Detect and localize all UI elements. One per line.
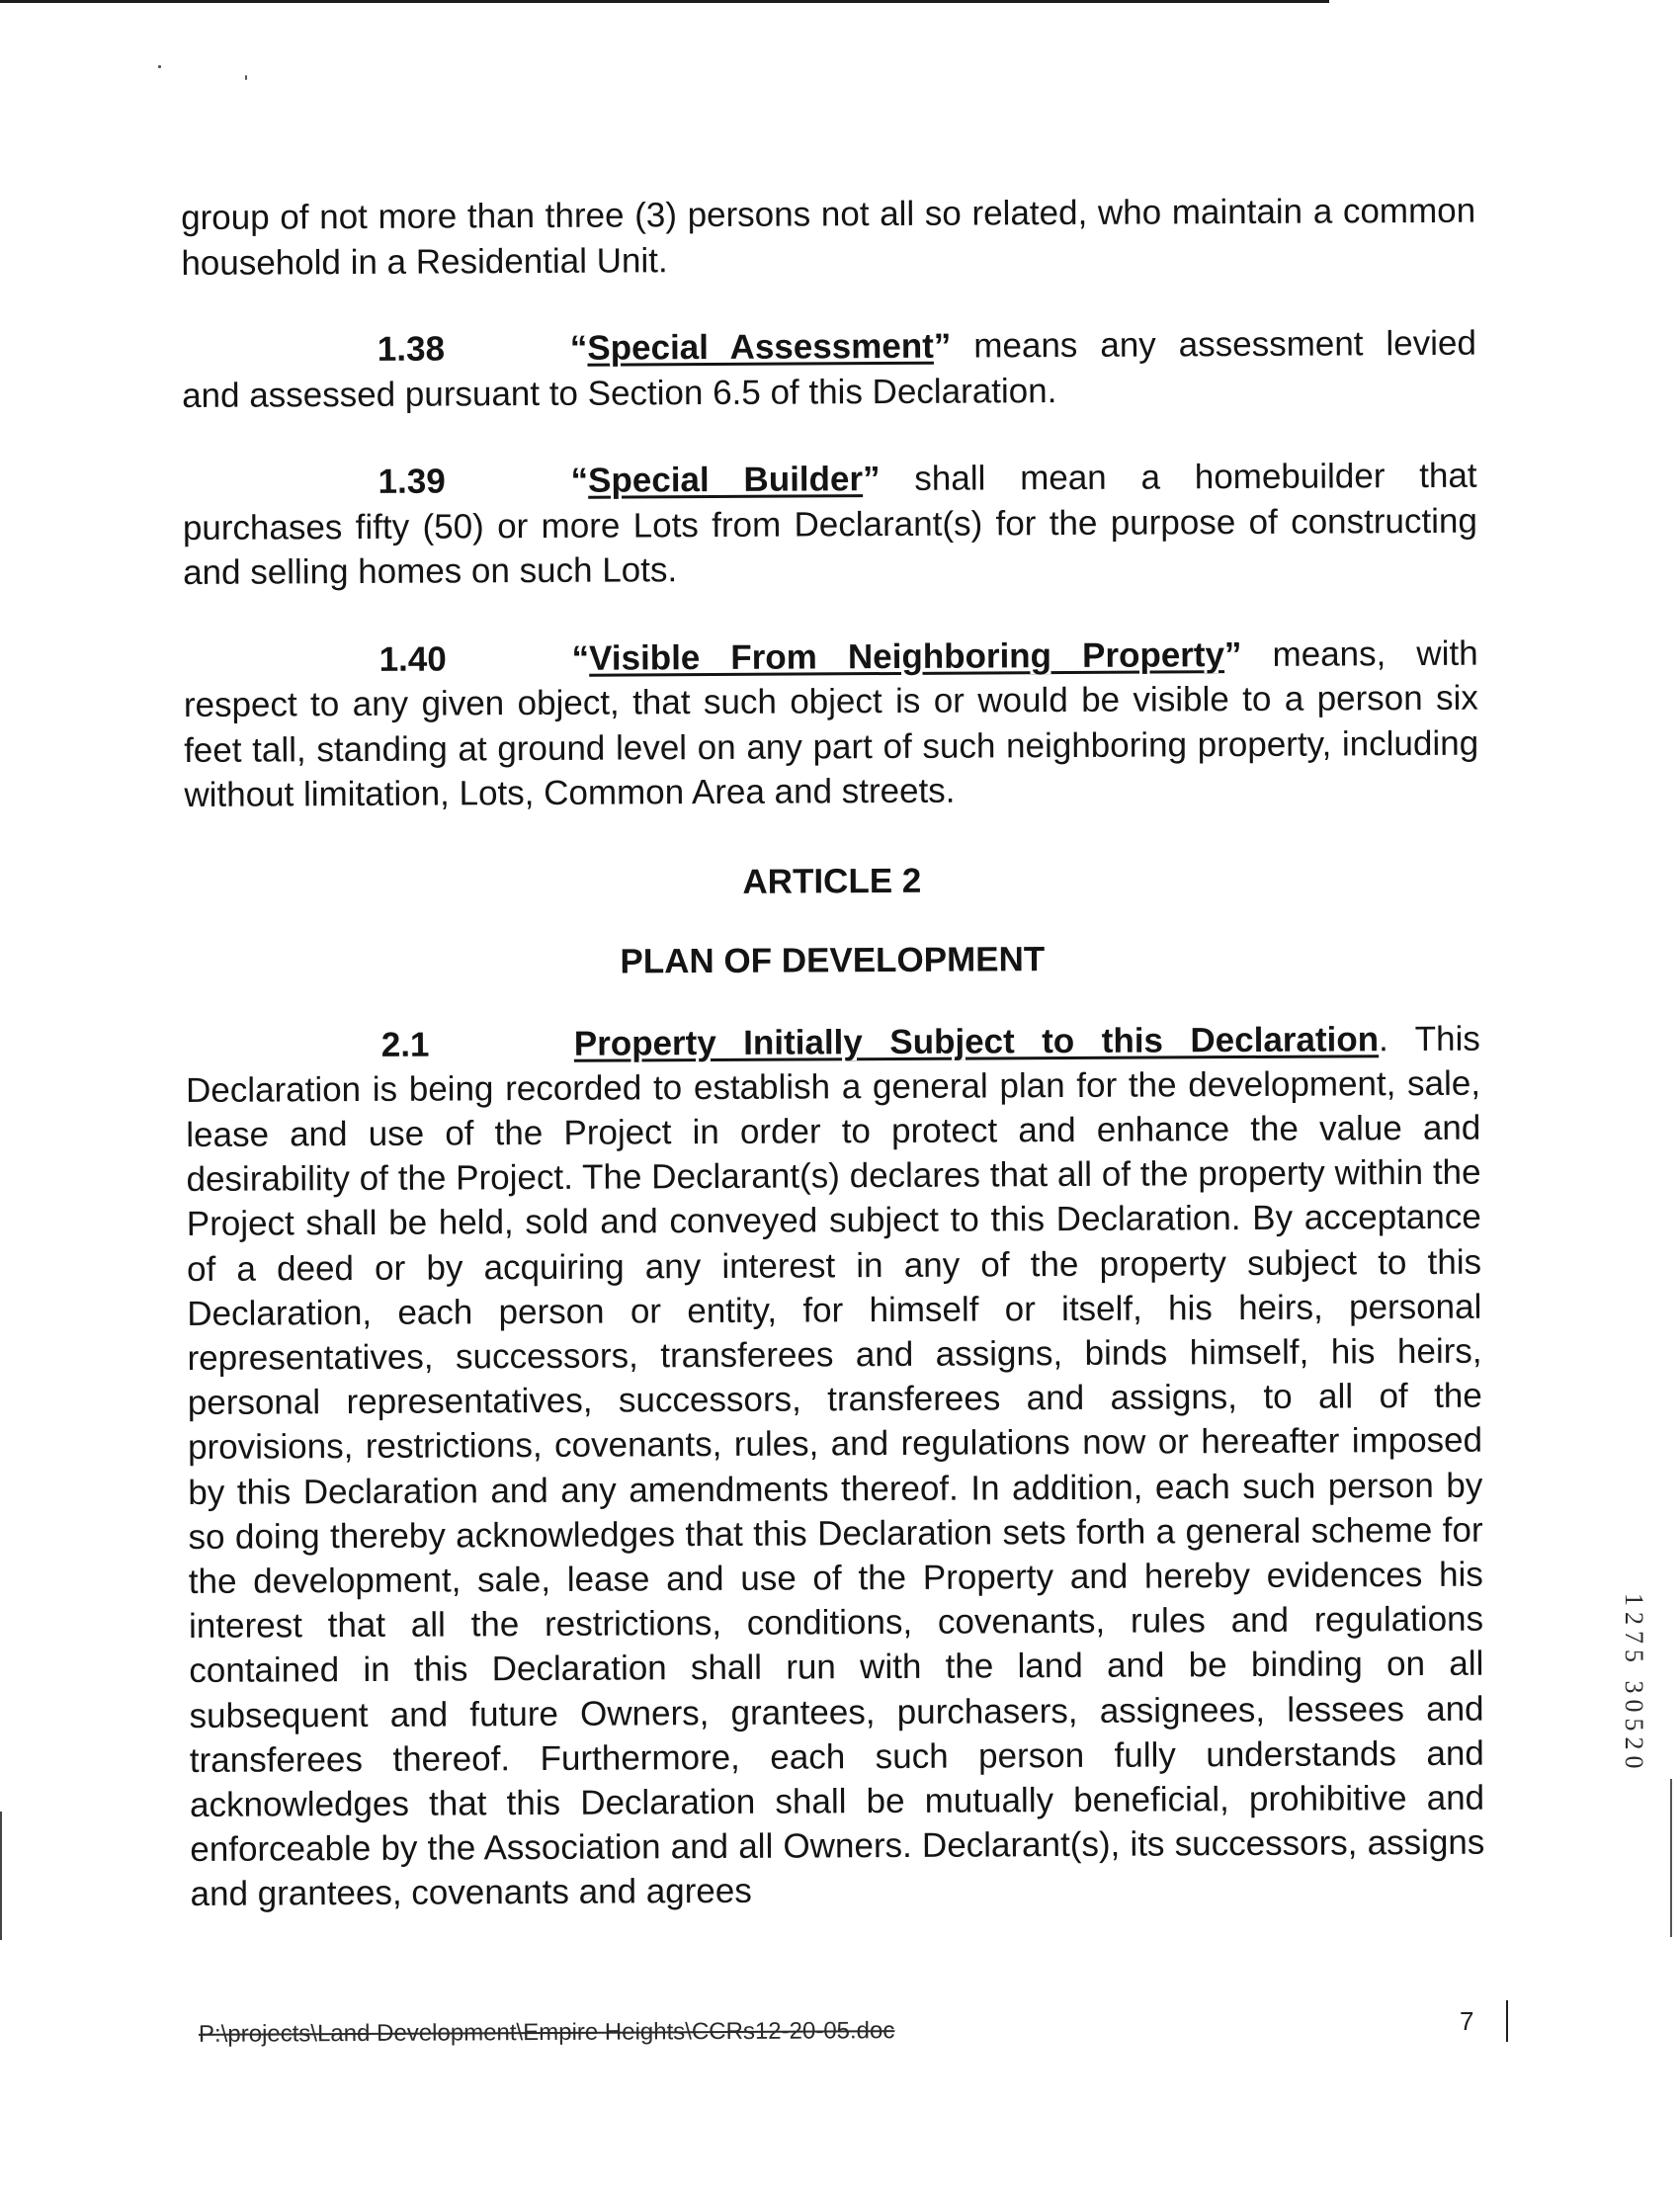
scan-speck	[158, 65, 161, 68]
section-title	[574, 1020, 1380, 1063]
section-body: shall mean a homebuilder that purchases fifty (50) or more Lots from Declarant(s) for the purpose of constructing and selling homes on such Lots.	[182, 456, 1477, 592]
section-body: . This Declaration is being recorded to establish a general plan for the development, sale, lease and use of the Project in order to protect and enhance the value and desirability of the Project. The Declarant(s) declares that all of the property within the Project shall be held, sold and conveyed subject to this Declaration. By acceptance of a deed or by acquiring any interest in any of the property subject to this Declaration, each person or entity, for himself or itself, his heirs, personal representatives, successors, transferees and assigns, binds himself, his heirs, personal representatives, successors, transferees and assigns, to all of the provisions, restrictions, covenants, rules, and regulations now or hereafter imposed by this Declaration and any amendments thereof. In addition, each such person by so doing thereby acknowledges that this Declaration sets forth a general scheme for the development, sale, lease and use of the Property and hereby evidences his interest that all the restrictions, conditions, covenants, rules and regulations contained in this Declaration shall run with the land and be binding on all subsequent and future Owners, grantees, purchasers, assignees, lessees and transferees thereof. Furthermore, each such person fully understands and acknowledges that this Declaration shall be mutually beneficial, prohibitive and enforceable by the Association and all Owners. Declarant(s), its successors, assigns and grantees, covenants and agrees	[185, 1019, 1485, 1914]
page-number: 7	[1460, 2006, 1474, 2036]
section-number: 1.40	[378, 639, 447, 679]
scan-speck	[245, 75, 247, 80]
section-body: means any assessment levied and assessed pursuant to Section 6.5 of this Declaration.	[182, 323, 1476, 415]
section-2-1	[186, 1016, 1485, 1916]
scan-edge-mark	[0, 1812, 2, 1940]
page-number-rule	[1506, 2000, 1508, 2042]
defined-term: “Visible From Neighboring Property”	[571, 634, 1242, 678]
defined-term-text: Special Builder	[588, 460, 864, 500]
article-heading: ARTICLE 2	[742, 861, 922, 901]
section-1-39	[182, 454, 1477, 596]
defined-term-text: Visible From Neighboring Property	[589, 634, 1225, 678]
document-body	[181, 189, 1485, 1917]
recording-stamp: 1275 30520	[1620, 1593, 1648, 1775]
defined-term: “Special Assessment”	[569, 326, 952, 368]
scan-edge-mark	[1670, 1779, 1672, 1937]
section-body: means, with respect to any given object, that such object is or would be visible to a person six feet tall, standing at ground level on any part of such neighboring property, including without limitation, Lots, Common Area and streets.	[183, 633, 1479, 814]
scan-top-rule	[0, 0, 1329, 3]
defined-term-text: Special Assessment	[587, 326, 934, 368]
section-number: 2.1	[380, 1025, 430, 1064]
article-title: PLAN OF DEVELOPMENT	[620, 939, 1046, 981]
section-1-38	[182, 321, 1476, 418]
section-title-text: Property Initially Subject to this Declaration	[573, 1019, 1380, 1063]
section-number: 1.38	[377, 329, 446, 369]
paragraph-continuation: group of not more than three (3) persons not all so related, who maintain a common household in a Residential Unit.	[181, 191, 1476, 283]
section-number: 1.39	[378, 462, 446, 501]
defined-term: “Special Builder”	[570, 460, 881, 500]
section-1-40	[183, 631, 1478, 817]
footer-file-path: P:\projects\Land Development\Empire Heights\CCRs12-20-05.doc	[198, 2017, 895, 2048]
